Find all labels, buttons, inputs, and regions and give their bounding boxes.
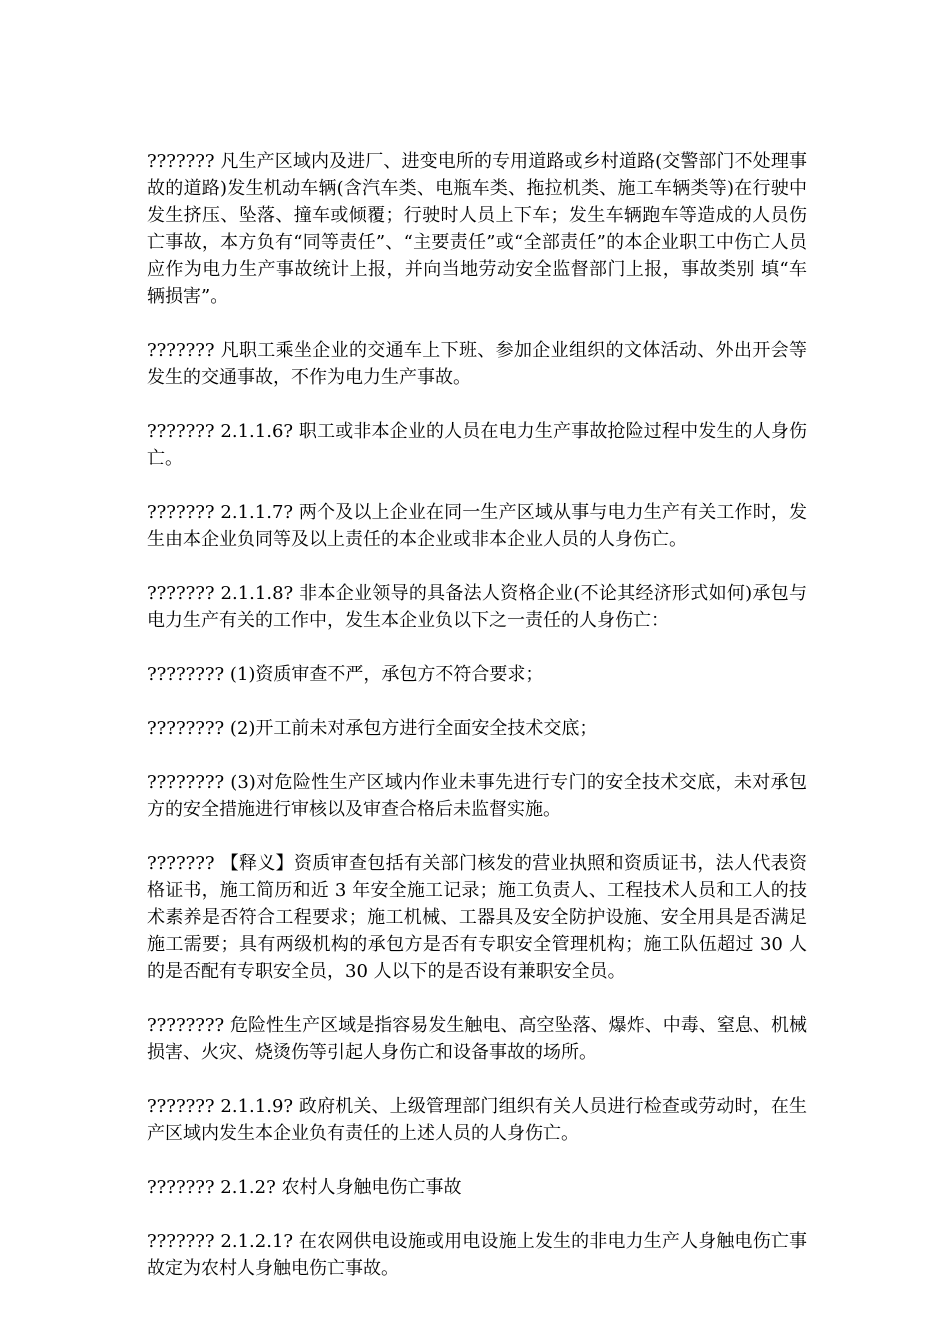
section-heading-2-1-2: ??????? 2.1.2? 农村人身触电伤亡事故 [147,1177,462,1198]
paragraph-2-1-1-9: ??????? 2.1.1.9? 政府机关、上级管理部门组织有关人员进行检查或劳动时，在生产区域内发生本企业负有责任的上述人员的人身伤亡。 [147,1096,807,1144]
paragraph-item-1: ???????? (1)资质审查不严，承包方不符合要求； [147,664,544,685]
paragraph-interpretation: ??????? 【释义】资质审查包括有关部门核发的营业执照和资质证书，法人代表资格证书，施工简历和近 3 年安全施工记录；施工负责人、工程技术人员和工人的技术素养是否符合工程要求；施工机械、工器具及安全防护设施、安全用具是否满足施工需要；具有两级机构的承包方是否有专职安全管理机构；施工队伍超过 30 人的是否配有专职安全员，30 人以下的是否设有兼职安全员。 [147,853,807,982]
paragraph-2-1-1-8: ??????? 2.1.1.8? 非本企业领导的具备法人资格企业(不论其经济形式如何)承包与电力生产有关的工作中，发生本企业负以下之一责任的人身伤亡： [147,583,807,631]
paragraph-2-1-1-7: ??????? 2.1.1.7? 两个及以上企业在同一生产区域从事与电力生产有关工作时，发生由本企业负同等及以上责任的本企业或非本企业人员的人身伤亡。 [147,502,807,550]
paragraph-item-3: ???????? (3)对危险性生产区域内作业未事先进行专门的安全技术交底，未对承包方的安全措施进行审核以及审查合格后未监督实施。 [147,772,807,820]
paragraph-2-1-2-1: ??????? 2.1.2.1? 在农网供电设施或用电设施上发生的非电力生产人身触电伤亡事故定为农村人身触电伤亡事故。 [147,1231,807,1279]
paragraph-vehicle-accident: ??????? 凡生产区域内及进厂、进变电所的专用道路或乡村道路(交警部门不处理事故的道路)发生机动车辆(含汽车类、电瓶车类、拖拉机类、施工车辆类等)在行驶中发生挤压、坠落、撞车或倾覆；行驶时人员上下车；发生车辆跑车等造成的人员伤亡事故，本方负有“同等责任”、“主要责任”或“全部责任”的本企业职工中伤亡人员应作为电力生产事故统计上报，并向当地劳动安全监督部门上报，事故类别 填“车辆损害”。 [147,151,807,307]
paragraph-2-1-1-6: ??????? 2.1.1.6? 职工或非本企业的人员在电力生产事故抢险过程中发生的人身伤亡。 [147,421,807,469]
paragraph-hazard-area: ???????? 危险性生产区域是指容易发生触电、高空坠落、爆炸、中毒、窒息、机械损害、火灾、烧烫伤等引起人身伤亡和设备事故的场所。 [147,1015,807,1063]
document-page [147,148,807,1309]
paragraph-item-2: ???????? (2)开工前未对承包方进行全面安全技术交底； [147,718,598,739]
paragraph-commute-accident: ??????? 凡职工乘坐企业的交通车上下班、参加企业组织的文体活动、外出开会等发生的交通事故，不作为电力生产事故。 [147,340,807,388]
